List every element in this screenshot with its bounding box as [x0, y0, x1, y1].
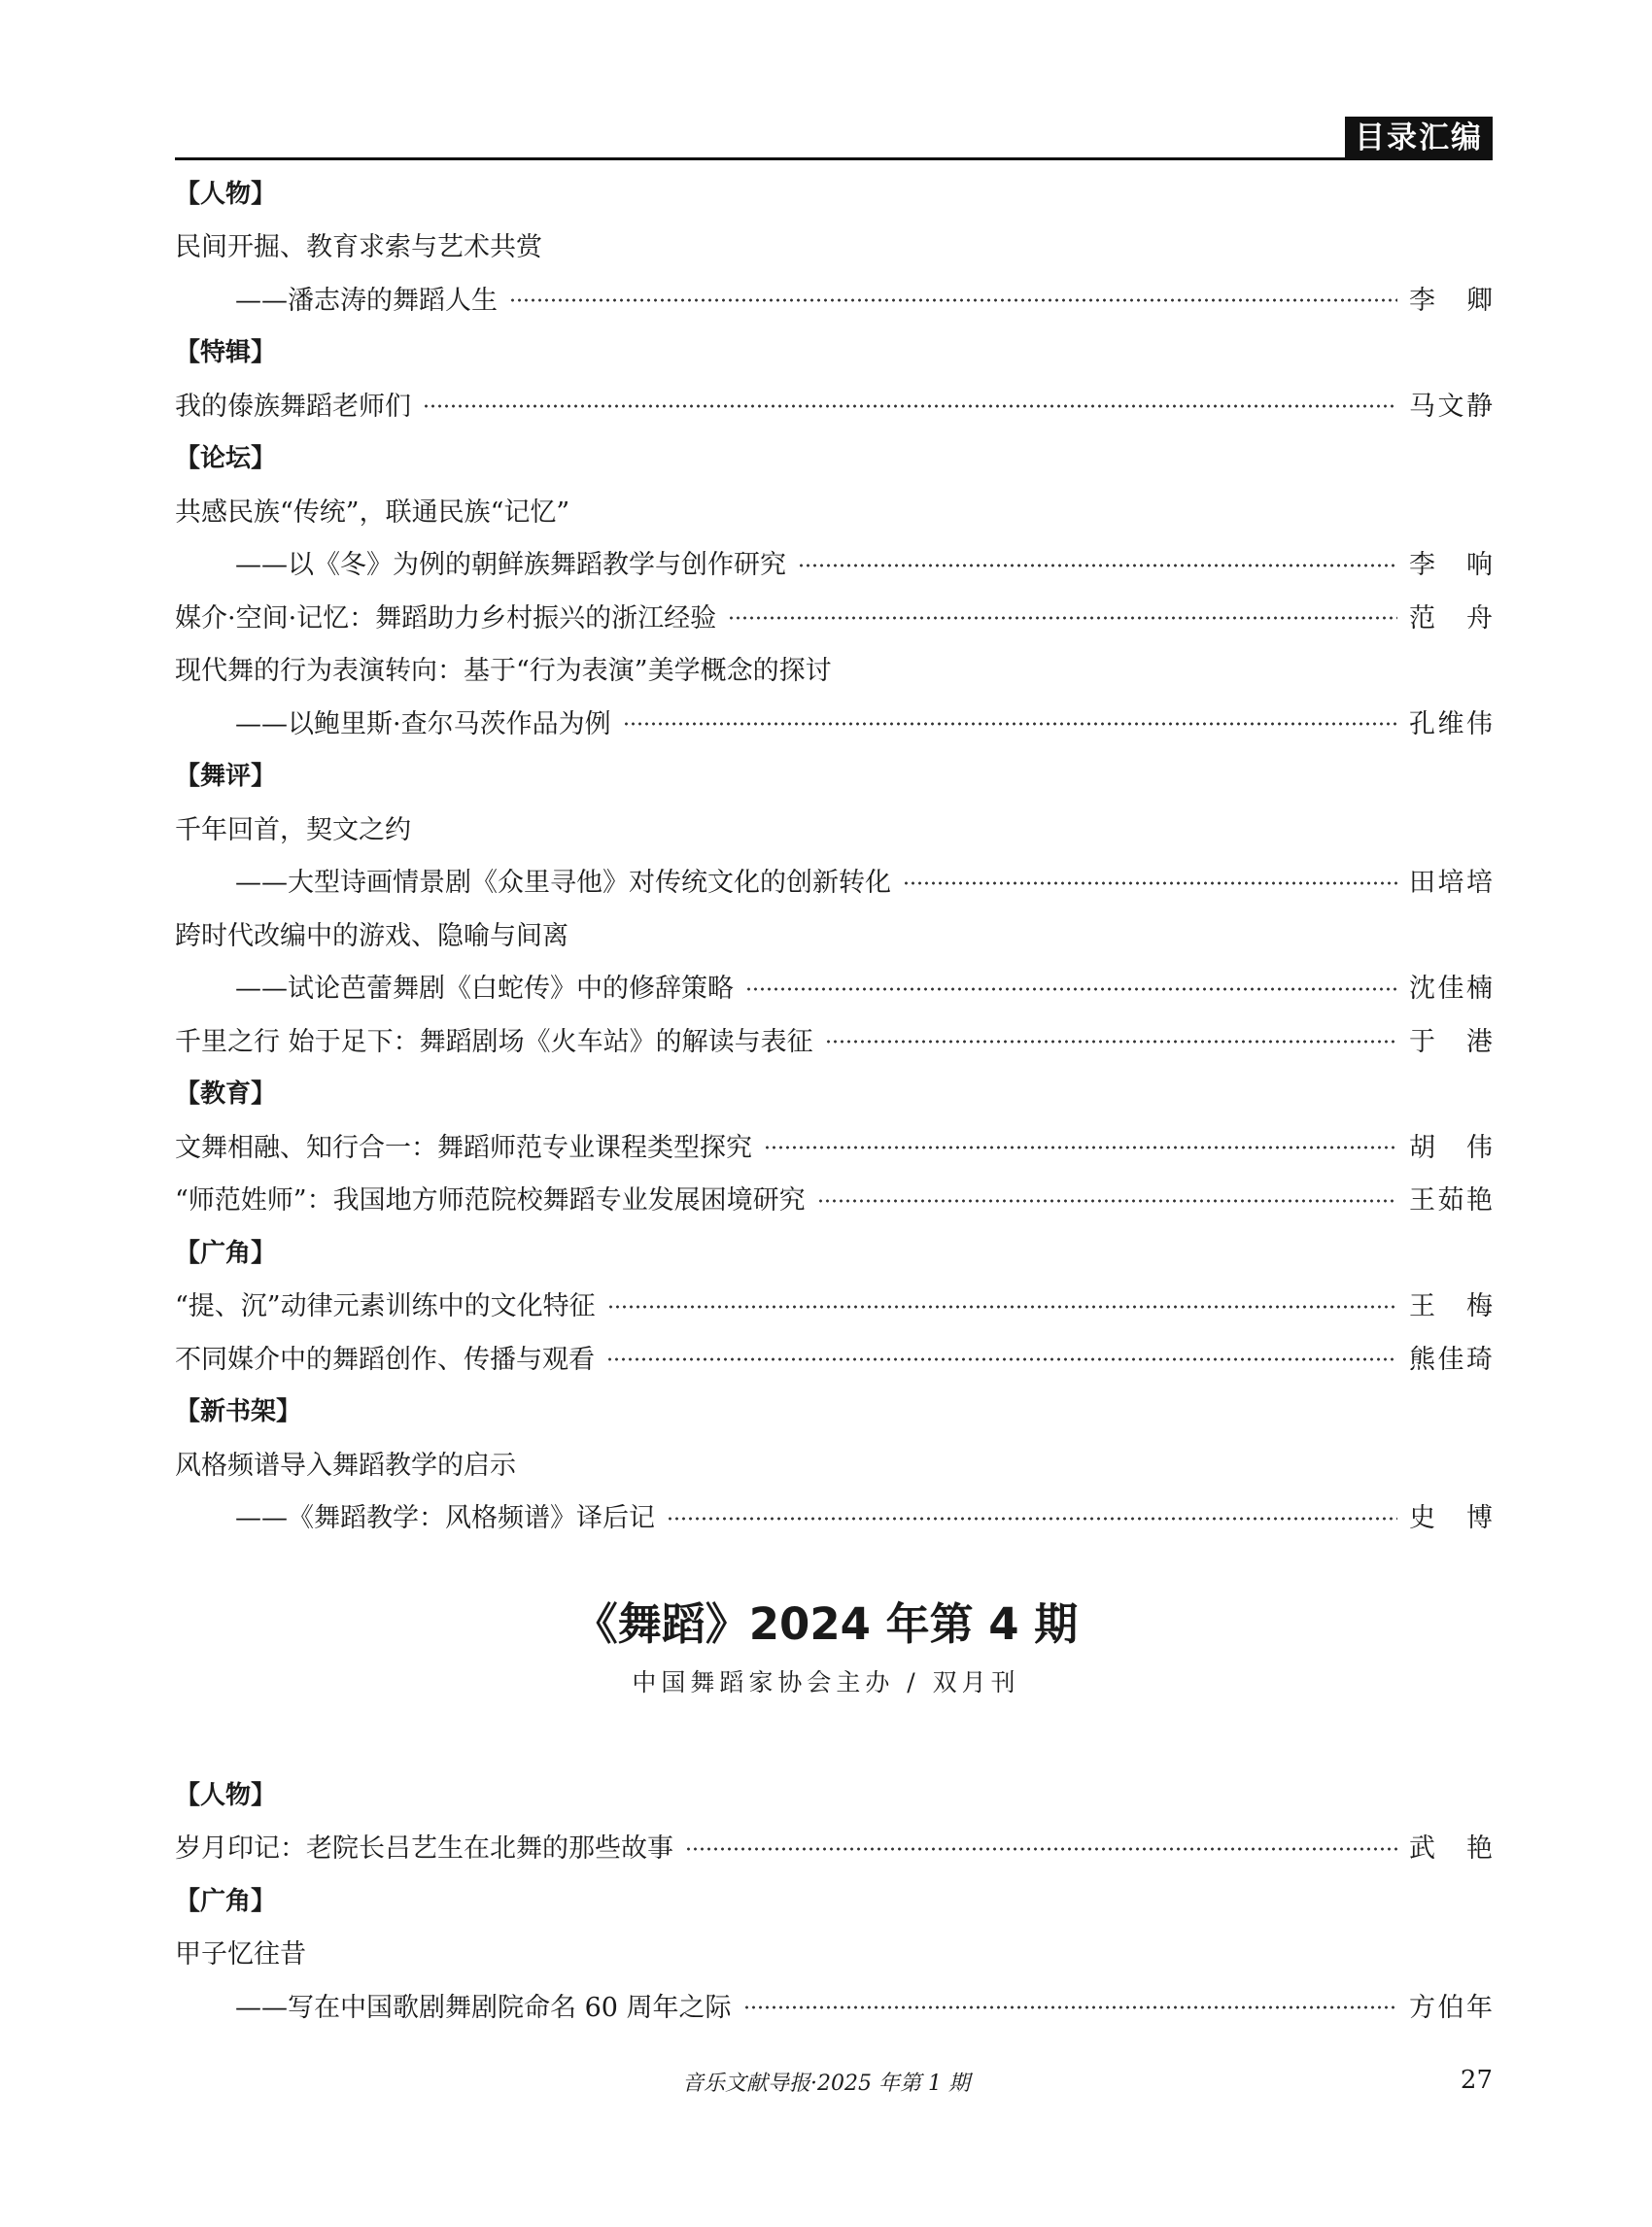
- author-name: 沈佳楠: [1409, 974, 1493, 1005]
- article-subtitle: ——《舞蹈教学：风格频谱》译后记: [235, 1503, 655, 1534]
- toc-entry-line: [175, 1020, 1493, 1058]
- author-name: 李卿: [1409, 285, 1493, 316]
- section-label: 【论坛】: [175, 444, 277, 474]
- author-name: 王茹艳: [1409, 1185, 1493, 1216]
- article-title: “提、沉”动律元素训练中的文化特征: [175, 1291, 596, 1322]
- toc-article-title: [175, 907, 1493, 960]
- toc-entry-line: [175, 1179, 1493, 1216]
- toc-section-heading: [175, 1066, 1493, 1119]
- toc-entry: [175, 1118, 1493, 1172]
- dot-leader: [743, 2005, 1397, 2009]
- toc-section-heading: [175, 1224, 1493, 1278]
- article-subtitle: ——以鲍里斯·查尔马茨作品为例: [235, 708, 611, 739]
- toc-entry: [175, 1278, 1493, 1331]
- article-subtitle: ——写在中国歌剧舞剧院命名 60 周年之际: [235, 1992, 732, 2023]
- toc-entry-line: [175, 1338, 1493, 1376]
- section-label: 【人物】: [175, 179, 277, 209]
- toc-section-heading: [175, 165, 1493, 219]
- dot-leader: [685, 1847, 1397, 1851]
- toc-entry-line: [175, 1496, 1493, 1534]
- dot-leader: [817, 1199, 1397, 1203]
- toc-entry-line: [175, 702, 1493, 740]
- toc-entry: [175, 960, 1493, 1013]
- article-title: 跨时代改编中的游戏、隐喻与间离: [175, 920, 568, 951]
- toc-entry: [175, 589, 1493, 642]
- toc-article-title: [175, 801, 1493, 854]
- toc-section-heading: [175, 1872, 1493, 1926]
- dot-leader: [825, 1040, 1397, 1044]
- section-label: 【人物】: [175, 1780, 277, 1810]
- article-title: 岁月印记：老院长吕艺生在北舞的那些故事: [175, 1833, 673, 1865]
- article-title: 千年回首，契文之约: [175, 814, 411, 845]
- section-label: 【广角】: [175, 1238, 277, 1268]
- toc-list: [175, 1766, 1493, 2032]
- toc-section-heading: [175, 325, 1493, 378]
- toc-entry: [175, 695, 1493, 748]
- section-label: 【广角】: [175, 1886, 277, 1916]
- article-title: “师范姓师”：我国地方师范院校舞蹈专业发展困境研究: [175, 1185, 806, 1216]
- section-tag: 目录汇编: [1345, 117, 1493, 159]
- article-title: 我的傣族舞蹈老师们: [175, 391, 411, 422]
- toc-list: [175, 165, 1493, 1542]
- toc-entry-line: [175, 597, 1493, 634]
- article-title: 媒介·空间·记忆：舞蹈助力乡村振兴的浙江经验: [175, 602, 717, 634]
- header-rule: [175, 157, 1493, 160]
- issue-title: 《舞蹈》2024 年第 4 期: [573, 1598, 1079, 1650]
- dot-leader: [623, 722, 1397, 726]
- toc-article-title: [175, 1926, 1493, 1979]
- article-title: 甲子忆往昔: [175, 1939, 306, 1970]
- toc-entry: [175, 1978, 1493, 2032]
- toc-entry-line: [175, 1986, 1493, 2024]
- toc-entry: [175, 854, 1493, 908]
- author-name: 孔维伟: [1409, 708, 1493, 739]
- section-label: 【教育】: [175, 1079, 277, 1110]
- toc-entry: [175, 1490, 1493, 1543]
- article-title: 现代舞的行为表演转向：基于“行为表演”美学概念的探讨: [175, 656, 832, 687]
- toc-entry-line: [175, 279, 1493, 317]
- toc-section-heading: [175, 1384, 1493, 1437]
- dot-leader: [509, 298, 1397, 302]
- journal-footer: 音乐文献导报·2025 年第 1 期: [682, 2072, 970, 2096]
- toc-entry-line: [175, 1827, 1493, 1865]
- toc-section-heading: [175, 430, 1493, 484]
- toc-entry: [175, 1820, 1493, 1873]
- author-name: 方伯年: [1409, 1992, 1493, 2023]
- issue-subtitle: 中国舞蹈家协会主办 / 双月刊: [632, 1668, 1020, 1696]
- article-subtitle: ——潘志涛的舞蹈人生: [235, 285, 498, 316]
- author-name: 胡伟: [1409, 1132, 1493, 1163]
- article-title: 文舞相融、知行合一：舞蹈师范专业课程类型探究: [175, 1132, 752, 1163]
- author-name: 马文静: [1409, 391, 1493, 422]
- author-name: 史博: [1409, 1503, 1493, 1534]
- dot-leader: [764, 1146, 1397, 1149]
- dot-leader: [903, 881, 1397, 885]
- article-subtitle: ——大型诗画情景剧《众里寻他》对传统文化的创新转化: [235, 868, 891, 899]
- toc-section-heading: [175, 748, 1493, 802]
- author-name: 王梅: [1409, 1291, 1493, 1322]
- toc-article-title: [175, 642, 1493, 696]
- toc-entry-line: [175, 1285, 1493, 1322]
- article-title: 民间开掘、教育求索与艺术共赏: [175, 232, 542, 263]
- dot-leader: [667, 1517, 1397, 1521]
- toc-article-title: [175, 483, 1493, 536]
- article-title: 不同媒介中的舞蹈创作、传播与观看: [175, 1344, 595, 1375]
- toc-article-title: [175, 219, 1493, 272]
- toc-entry: [175, 271, 1493, 325]
- toc-entry: [175, 377, 1493, 430]
- toc-entry: [175, 1330, 1493, 1384]
- author-name: 熊佳琦: [1409, 1344, 1493, 1375]
- article-subtitle: ——试论芭蕾舞剧《白蛇传》中的修辞策略: [235, 974, 734, 1005]
- author-name: 范舟: [1409, 602, 1493, 634]
- toc-entry-line: [175, 385, 1493, 423]
- author-name: 武艳: [1409, 1833, 1493, 1865]
- article-subtitle: ——以《冬》为例的朝鲜族舞蹈教学与创作研究: [235, 550, 786, 581]
- article-title: 风格频谱导入舞蹈教学的启示: [175, 1450, 516, 1481]
- toc-entry: [175, 1012, 1493, 1066]
- toc-entry-line: [175, 967, 1493, 1005]
- dot-leader: [606, 1357, 1397, 1361]
- author-name: 田培培: [1409, 868, 1493, 899]
- dot-leader: [798, 564, 1397, 567]
- toc-entry-line: [175, 543, 1493, 581]
- toc-entry-line: [175, 861, 1493, 899]
- article-title: 共感民族“传统”，联通民族“记忆”: [175, 497, 570, 528]
- author-name: 于港: [1409, 1026, 1493, 1057]
- author-name: 李响: [1409, 550, 1493, 581]
- dot-leader: [607, 1305, 1397, 1309]
- page-number: 27: [1460, 2066, 1493, 2095]
- toc-article-title: [175, 1436, 1493, 1490]
- dot-leader: [423, 404, 1397, 408]
- section-label: 【新书架】: [175, 1397, 302, 1427]
- toc-section-heading: [175, 1766, 1493, 1820]
- section-label: 【特辑】: [175, 338, 277, 368]
- toc-entry-line: [175, 1126, 1493, 1164]
- section-label: 【舞评】: [175, 762, 277, 792]
- dot-leader: [728, 616, 1397, 620]
- article-title: 千里之行 始于足下：舞蹈剧场《火车站》的解读与表征: [175, 1026, 813, 1057]
- toc-entry: [175, 1172, 1493, 1225]
- toc-entry: [175, 536, 1493, 590]
- dot-leader: [745, 987, 1397, 991]
